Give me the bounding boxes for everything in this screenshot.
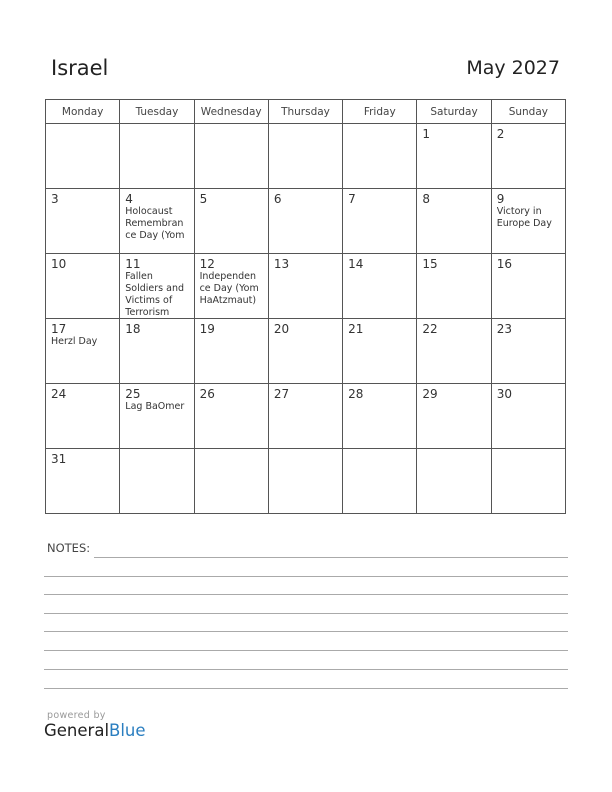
day-cell-content [125, 127, 191, 186]
day-cell[interactable] [343, 124, 417, 189]
day-number: 7 [348, 192, 356, 206]
holiday-label: Holocaust Remembran ce Day (Yom [125, 206, 185, 241]
notes-line [44, 669, 568, 670]
day-cell[interactable] [343, 449, 417, 514]
day-cell[interactable] [491, 254, 565, 319]
day-cell[interactable] [46, 124, 120, 189]
day-cell-content [274, 387, 340, 446]
day-cell[interactable] [491, 449, 565, 514]
day-cell[interactable] [268, 189, 342, 254]
weekday-sunday: Sunday [491, 100, 565, 124]
brand-name-blue: Blue [109, 721, 146, 740]
day-number: 27 [273, 387, 290, 401]
weekday-monday: Monday [46, 100, 120, 124]
weekday-tuesday: Tuesday [120, 100, 194, 124]
country-title: Israel [51, 56, 109, 80]
day-cell-content [348, 387, 414, 446]
day-cell-content [497, 452, 563, 511]
calendar-grid [45, 99, 566, 514]
day-cell[interactable] [194, 254, 268, 319]
day-number: 26 [199, 387, 215, 401]
day-cell-content [497, 322, 563, 381]
day-cell-content [200, 322, 266, 381]
day-number: 18 [125, 322, 141, 336]
weekday-saturday: Saturday [417, 100, 491, 124]
week-row [46, 124, 566, 189]
day-cell-content [348, 322, 414, 381]
holiday-label: Herzl Day [51, 336, 98, 347]
day-cell-content [51, 322, 117, 381]
day-cell[interactable] [194, 189, 268, 254]
day-cell[interactable] [417, 124, 491, 189]
day-cell[interactable] [46, 449, 120, 514]
day-cell-content [422, 452, 488, 511]
day-cell-content [125, 387, 191, 446]
day-cell[interactable] [46, 189, 120, 254]
day-number: 24 [51, 387, 67, 401]
day-cell[interactable] [343, 254, 417, 319]
day-cell-content [200, 257, 266, 316]
week-row [46, 189, 566, 254]
day-cell-content [274, 257, 340, 316]
notes-line [44, 594, 568, 595]
holiday-label: Fallen Soldiers and Victims of Terrorism [125, 271, 185, 316]
weekday-friday: Friday [343, 100, 417, 124]
day-cell[interactable] [120, 254, 194, 319]
day-number: 2 [496, 127, 505, 141]
day-cell-content [51, 452, 117, 511]
day-number: 20 [273, 322, 290, 336]
day-cell-content [125, 452, 191, 511]
day-cell[interactable] [120, 189, 194, 254]
day-number: 29 [422, 387, 438, 401]
day-number: 4 [125, 192, 133, 206]
day-number: 8 [422, 192, 431, 206]
day-cell[interactable] [417, 254, 491, 319]
notes-line [44, 688, 568, 689]
notes-line [44, 576, 568, 577]
day-cell[interactable] [194, 449, 268, 514]
day-number: 15 [422, 257, 438, 271]
holiday-label: Independen ce Day (Yom HaAtzmaut) [199, 271, 259, 306]
day-cell[interactable] [491, 319, 565, 384]
week-row [46, 384, 566, 449]
day-cell[interactable] [268, 254, 342, 319]
notes-label: NOTES: [47, 541, 91, 555]
day-cell[interactable] [194, 319, 268, 384]
day-cell-content [497, 192, 563, 251]
day-cell-content [274, 127, 340, 186]
day-cell-content [125, 322, 191, 381]
day-cell[interactable] [268, 384, 342, 449]
day-cell[interactable] [194, 124, 268, 189]
month-year-title: May 2027 [466, 57, 560, 79]
day-cell-content [274, 452, 340, 511]
day-number: 25 [125, 387, 141, 401]
day-cell-content [497, 257, 563, 316]
day-number: 5 [199, 192, 208, 206]
day-cell[interactable] [417, 384, 491, 449]
day-cell[interactable] [268, 319, 342, 384]
holiday-label: Lag BaOmer [125, 401, 185, 412]
day-cell-content [422, 127, 488, 186]
day-cell-content [422, 257, 488, 316]
day-number: 6 [273, 192, 282, 206]
day-number: 12 [199, 257, 215, 271]
day-cell[interactable] [343, 319, 417, 384]
day-number: 13 [273, 257, 290, 271]
notes-line [44, 613, 568, 614]
day-cell[interactable] [120, 449, 194, 514]
day-number: 23 [496, 322, 512, 336]
day-cell-content [348, 257, 414, 316]
day-cell-content [422, 192, 488, 251]
day-cell[interactable] [417, 319, 491, 384]
day-cell[interactable] [120, 124, 194, 189]
day-cell[interactable] [194, 384, 268, 449]
day-cell[interactable] [120, 384, 194, 449]
day-number: 17 [51, 322, 67, 336]
day-number: 16 [496, 257, 512, 271]
day-cell-content [422, 387, 488, 446]
day-cell-content [497, 127, 563, 186]
day-cell[interactable] [343, 384, 417, 449]
day-cell-content [200, 192, 266, 251]
notes-line [94, 557, 568, 558]
brand-name-general: General [44, 721, 110, 740]
day-cell-content [200, 387, 266, 446]
day-cell-content [51, 387, 117, 446]
day-cell[interactable] [491, 384, 565, 449]
day-number: 11 [125, 257, 141, 271]
day-number: 3 [51, 192, 59, 206]
day-cell-content [51, 192, 117, 251]
day-cell-content [422, 322, 488, 381]
day-cell-content [348, 452, 414, 511]
day-cell-content [274, 322, 340, 381]
day-cell[interactable] [417, 449, 491, 514]
day-cell[interactable] [343, 189, 417, 254]
day-number: 19 [199, 322, 215, 336]
week-row [46, 449, 566, 514]
week-row [46, 319, 566, 384]
day-number: 21 [348, 322, 364, 336]
day-number: 28 [348, 387, 364, 401]
day-cell[interactable] [417, 189, 491, 254]
day-cell[interactable] [46, 254, 120, 319]
day-number: 14 [348, 257, 364, 271]
weekday-thursday: Thursday [268, 100, 342, 124]
day-cell[interactable] [46, 319, 120, 384]
day-cell-content [125, 192, 191, 251]
notes-line [44, 650, 568, 651]
day-cell-content [125, 257, 191, 316]
day-cell-content [51, 257, 117, 316]
weekday-wednesday: Wednesday [194, 100, 268, 124]
day-number: 30 [496, 387, 512, 401]
weekday-header-row [46, 100, 566, 124]
day-cell[interactable] [491, 189, 565, 254]
day-number: 1 [422, 127, 431, 141]
day-cell[interactable] [268, 124, 342, 189]
day-number: 22 [422, 322, 438, 336]
day-cell-content [51, 127, 117, 186]
day-cell[interactable] [46, 384, 120, 449]
day-number: 31 [51, 452, 67, 466]
day-cell-content [200, 452, 266, 511]
day-cell-content [348, 192, 414, 251]
day-number: 10 [51, 257, 67, 271]
day-cell-content [348, 127, 414, 186]
powered-by-text: powered by [47, 710, 106, 721]
day-cell[interactable] [120, 319, 194, 384]
day-cell[interactable] [491, 124, 565, 189]
day-cell-content [274, 192, 340, 251]
day-number: 9 [496, 192, 505, 206]
holiday-label: Victory in Europe Day [496, 206, 552, 229]
day-cell-content [497, 387, 563, 446]
brand-logo[interactable] [44, 721, 146, 740]
day-cell-content [200, 127, 266, 186]
day-cell[interactable] [268, 449, 342, 514]
notes-line [44, 631, 568, 632]
week-row [46, 254, 566, 319]
